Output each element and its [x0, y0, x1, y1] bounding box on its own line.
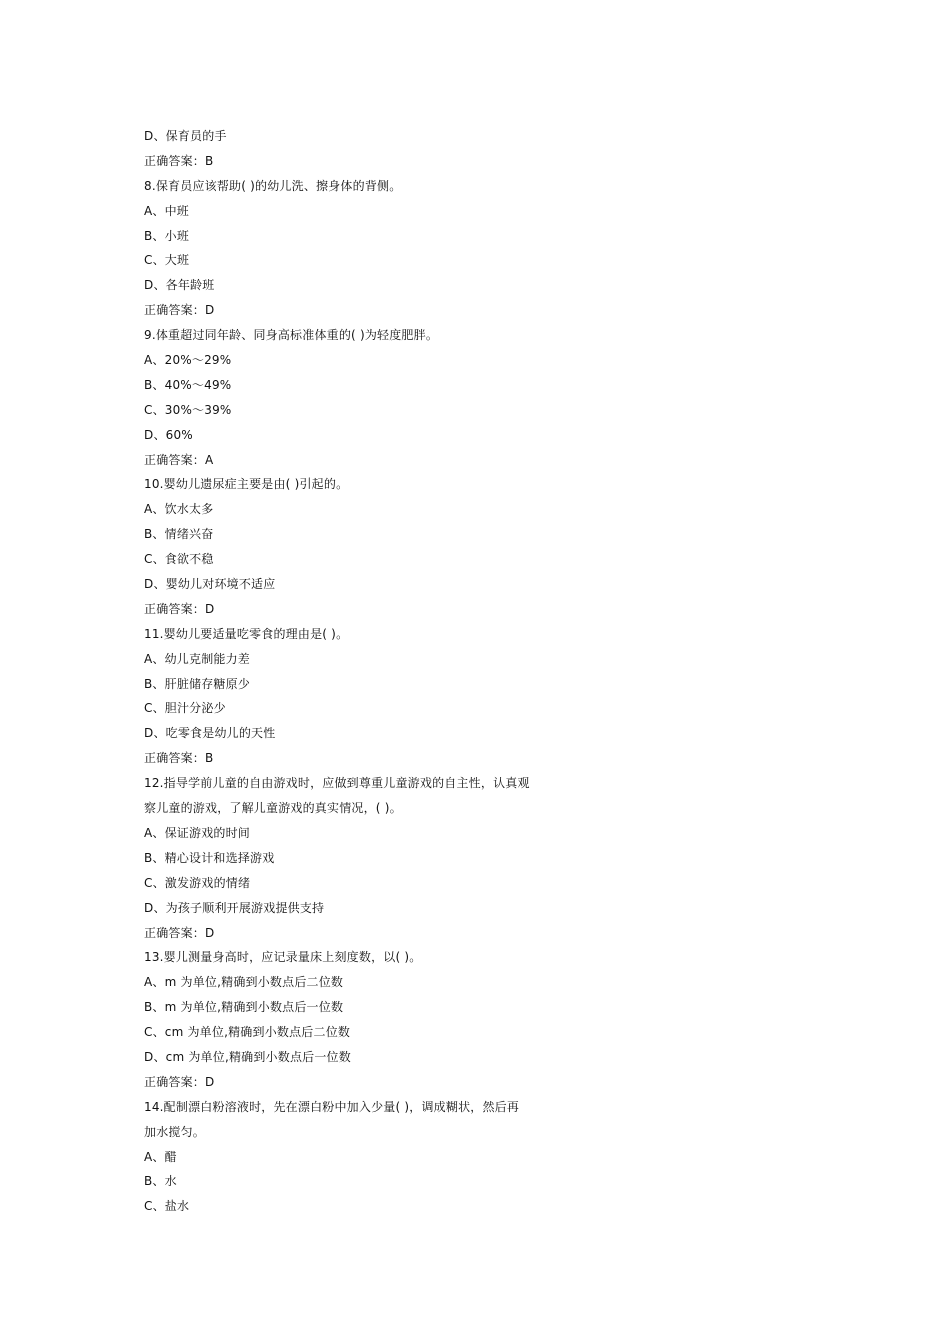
option-line: C、胆汁分泌少	[144, 701, 226, 716]
option-line: B、小班	[144, 228, 190, 243]
question-line: 8.保育员应该帮助( )的幼儿洗、擦身体的背侧。	[144, 178, 402, 193]
question-line: 13.婴儿测量身高时，应记录量床上刻度数，以( )。	[144, 950, 422, 965]
option-line: B、精心设计和选择游戏	[144, 850, 275, 865]
question-line: 9.体重超过同年龄、同身高标准体重的( )为轻度肥胖。	[144, 328, 439, 343]
option-line: A、醋	[144, 1149, 177, 1164]
option-line: C、食欲不稳	[144, 552, 214, 567]
option-line: A、饮水太多	[144, 502, 214, 517]
answer-line: 正确答案：A	[144, 452, 214, 467]
option-line: B、情绪兴奋	[144, 527, 214, 542]
option-line: C、30%～39%	[144, 402, 232, 417]
option-line: D、保育员的手	[144, 129, 227, 143]
option-line: B、40%～49%	[144, 377, 232, 392]
option-line: C、激发游戏的情绪	[144, 875, 251, 890]
option-line: D、吃零食是幼儿的天性	[144, 726, 276, 741]
option-line: B、m 为单位,精确到小数点后一位数	[144, 1000, 344, 1015]
question-line-continued: 加水搅匀。	[144, 1124, 206, 1139]
answer-line: 正确答案：D	[144, 925, 215, 940]
option-line: B、水	[144, 1174, 177, 1189]
question-line-continued: 察儿童的游戏，了解儿童游戏的真实情况，( )。	[144, 801, 402, 816]
option-line: D、婴幼儿对环境不适应	[144, 577, 276, 592]
question-line: 10.婴幼儿遗尿症主要是由( )引起的。	[144, 477, 349, 492]
answer-line: 正确答案：B	[144, 153, 214, 168]
option-line: C、大班	[144, 253, 190, 268]
option-line: D、cm 为单位,精确到小数点后一位数	[144, 1049, 351, 1064]
answer-line: 正确答案：D	[144, 303, 215, 318]
answer-line: 正确答案：D	[144, 1074, 215, 1089]
option-line: D、为孩子顺利开展游戏提供支持	[144, 900, 325, 915]
question-line: 12.指导学前儿童的自由游戏时，应做到尊重儿童游戏的自主性，认真观	[144, 776, 530, 791]
question-line: 14.配制漂白粉溶液时，先在漂白粉中加入少量( )，调成糊状，然后再	[144, 1099, 520, 1114]
option-line: C、盐水	[144, 1199, 190, 1214]
answer-line: 正确答案：B	[144, 751, 214, 766]
question-line: 11.婴幼儿要适量吃零食的理由是( )。	[144, 626, 349, 641]
option-line: A、保证游戏的时间	[144, 825, 251, 840]
option-line: A、幼儿克制能力差	[144, 651, 251, 666]
option-line: D、各年龄班	[144, 278, 215, 293]
option-line: A、20%～29%	[144, 353, 232, 368]
option-line: C、cm 为单位,精确到小数点后二位数	[144, 1025, 351, 1040]
option-line: A、中班	[144, 203, 190, 218]
option-line: D、60%	[144, 427, 193, 442]
document-page	[144, 124, 564, 1219]
answer-line: 正确答案：D	[144, 601, 215, 616]
option-line: B、肝脏储存糖原少	[144, 676, 251, 691]
option-line: A、m 为单位,精确到小数点后二位数	[144, 975, 344, 990]
